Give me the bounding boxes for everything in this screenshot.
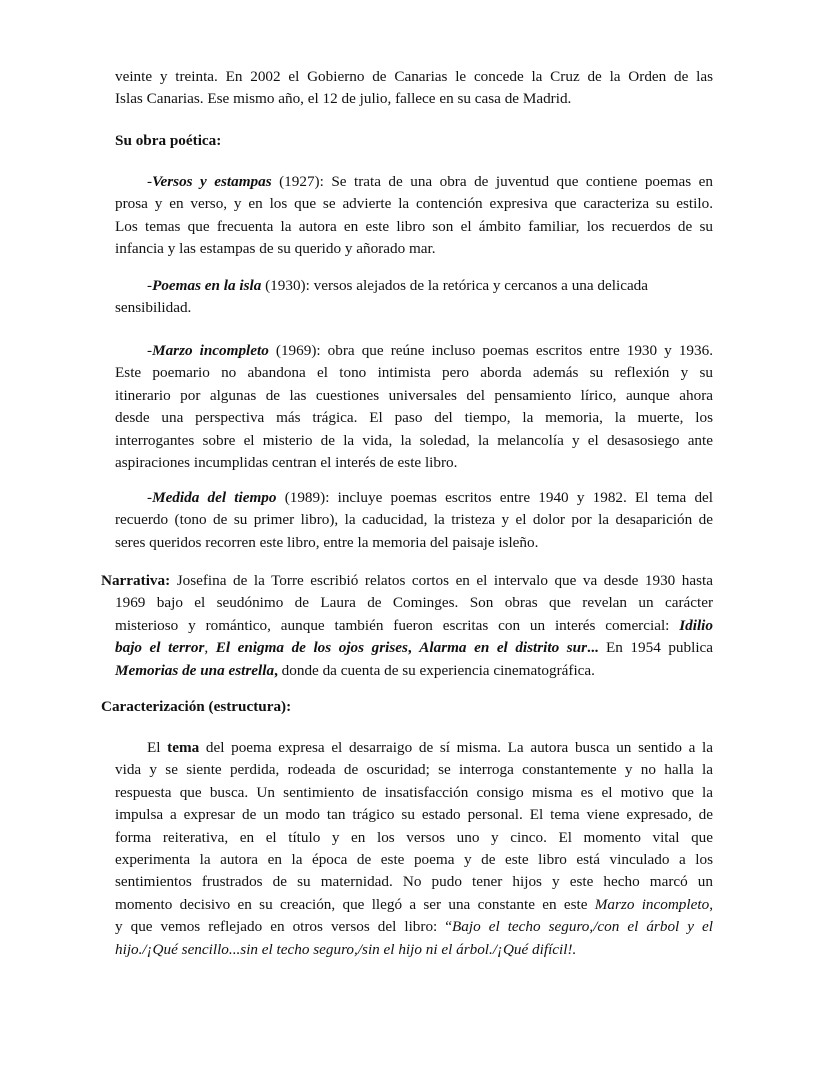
work-title: Poemas en la isla [152, 277, 262, 294]
entry-line: -Poemas en la isla (1930): versos alejados de la retórica y cercanos a una delicada [147, 277, 649, 294]
body-line [115, 916, 713, 938]
intro-paragraph [115, 66, 713, 111]
entry-line: -Medida del tiempo (1989): incluye poemas escritos entre 1940 y 1982. El tema del [147, 489, 714, 506]
work-entry-marzo [115, 340, 713, 474]
section-heading-obra-poetica: Su obra poética: [115, 132, 222, 149]
entry-line: prosa y en verso, y en los que se advierte la contención expresiva que caracteriza su estilo. [115, 195, 713, 213]
entry-line: -Versos y estampas (1927): Se trata de una obra de juventud que contiene poemas en [147, 173, 714, 190]
entry-line: infancia y las estampas de su querido y añorado mar. [115, 240, 436, 258]
body-text: y que vemos reflejado en otros versos del libro: “ [115, 918, 453, 936]
work-entry-medida [115, 487, 713, 554]
entry-line: Los temas que frecuenta la autora en este libro son el ámbito familiar, los recuerdos de su [115, 217, 713, 235]
entry-line: seres queridos recorren este libro, entre la memoria del paisaje isleño. [115, 533, 539, 551]
section-heading-caracterizacion: Caracterización (estructura): [101, 698, 292, 715]
ellipsis: ... [587, 639, 599, 657]
work-title: Medida del tiempo [152, 489, 277, 506]
narrativa-line [115, 637, 713, 659]
entry-text: : obra que reúne incluso poemas escritos entre 1930 y 1936. [316, 342, 714, 359]
work-title: Alarma en el distrito sur [419, 639, 588, 657]
narrativa-line [115, 660, 713, 682]
narrativa-text: misterioso y romántico, aunque también fueron escritas con un interés comercial: [115, 616, 680, 634]
body-line [115, 894, 713, 916]
body-line: impulsa a expresar de un modo tan trágico su estado personal. El tema viene expresado, de [115, 806, 713, 824]
entry-line: itinerario por algunas de las cuestiones universales del pensamiento lírico, aunque ahora [115, 386, 713, 404]
work-title: Idilio [679, 616, 713, 634]
entry-line: Este poemario no abandona el tono intimista pero aborda además su reflexión y su [115, 364, 713, 382]
entry-text: : incluye poemas escritos entre 1940 y 1982. El tema del [325, 489, 714, 506]
body-line: sentimientos frustrados de su maternidad. No pudo tener hijos y este hecho marcó un [115, 873, 713, 891]
separator: , [407, 639, 420, 657]
work-entry-poemas [115, 275, 713, 320]
work-title: Memorias de una estrella [115, 661, 275, 679]
intro-line: veinte y treinta. En 2002 el Gobierno de Canarias le concede la Cruz de la Orden de las [115, 68, 713, 85]
narrativa-line: 1969 bajo el seudónimo de Laura de Cominges. Son obras que revelan un carácter [115, 594, 713, 612]
body-line [115, 737, 713, 759]
work-entry-versos [115, 171, 713, 261]
entry-text: : versos alejados de la retórica y cercanos a una delicada [305, 277, 649, 294]
caracterizacion-paragraph [115, 737, 713, 961]
entry-line: -Marzo incompleto (1969): obra que reúne incluso poemas escritos entre 1930 y 1936. [147, 342, 714, 359]
work-year: (1930) [265, 277, 306, 294]
body-text: del poema expresa el desarraigo de sí misma. La autora busca un sentido a la [199, 739, 713, 756]
separator: , [274, 661, 278, 679]
entry-line: desde una perspectiva más trágica. El paso del tiempo, la memoria, la muerte, los [115, 409, 713, 427]
narrativa-text: donde da cuenta de su experiencia cinematográfica. [277, 661, 595, 679]
narrativa-text: En 1954 publica [598, 639, 714, 657]
body-line: experimenta la autora en la época de este poema y de este libro está vinculado a los [115, 851, 713, 869]
entry-line: sensibilidad. [115, 299, 192, 317]
body-line: respuesta que busca. Un sentimiento de insatisfacción consigo misma es el motivo que la [115, 783, 713, 801]
work-title: Marzo incompleto [152, 342, 269, 359]
body-text: momento decisivo en su creación, que llegó a ser una constante en este [115, 895, 595, 913]
separator: , [204, 639, 216, 657]
body-line: forma reiterativa, en el título y en los versos uno y cinco. El momento vital que [115, 828, 713, 846]
body-line: vida y se siente perdida, rodeada de oscuridad; se interroga constantemente y no halla la [115, 761, 713, 779]
work-year: (1927) [279, 173, 320, 190]
narrativa-line [115, 615, 713, 637]
narrativa-line [101, 570, 713, 592]
poem-quote: Bajo el techo seguro,/con el árbol y el [452, 918, 713, 936]
entry-text: : Se trata de una obra de juventud que contiene poemas en [319, 173, 714, 190]
poem-quote: hijo./¡Qué sencillo...sin el techo seguro,/sin el hijo ni el árbol./¡Qué difícil!. [115, 940, 577, 958]
work-year: (1969) [275, 342, 317, 359]
body-text: El [147, 739, 168, 756]
keyword-tema: tema [167, 739, 200, 756]
entry-line: aspiraciones incumplidas centran el interés de este libro. [115, 454, 458, 472]
entry-line: recuerdo (tono de su primer libro), la caducidad, la tristeza y el dolor por la desaparición de [115, 511, 713, 529]
work-year: (1989) [284, 489, 326, 506]
narrativa-text: Josefina de la Torre escribió relatos cortos en el intervalo que va desde 1930 hasta [170, 572, 713, 589]
work-title: Marzo incompleto [594, 895, 710, 913]
intro-line: Islas Canarias. Ese mismo año, el 12 de julio, fallece en su casa de Madrid. [115, 90, 572, 108]
narrativa-paragraph [101, 570, 713, 682]
work-title: bajo el terror [115, 639, 205, 657]
work-title: El enigma de los ojos grises [215, 639, 408, 657]
entry-line: interrogantes sobre el misterio de la vida, la soledad, la melancolía y el desasosiego ante [115, 431, 713, 449]
work-title: Versos y estampas [152, 173, 272, 190]
body-text: , [709, 895, 713, 913]
narrativa-label: Narrativa: [101, 572, 171, 589]
